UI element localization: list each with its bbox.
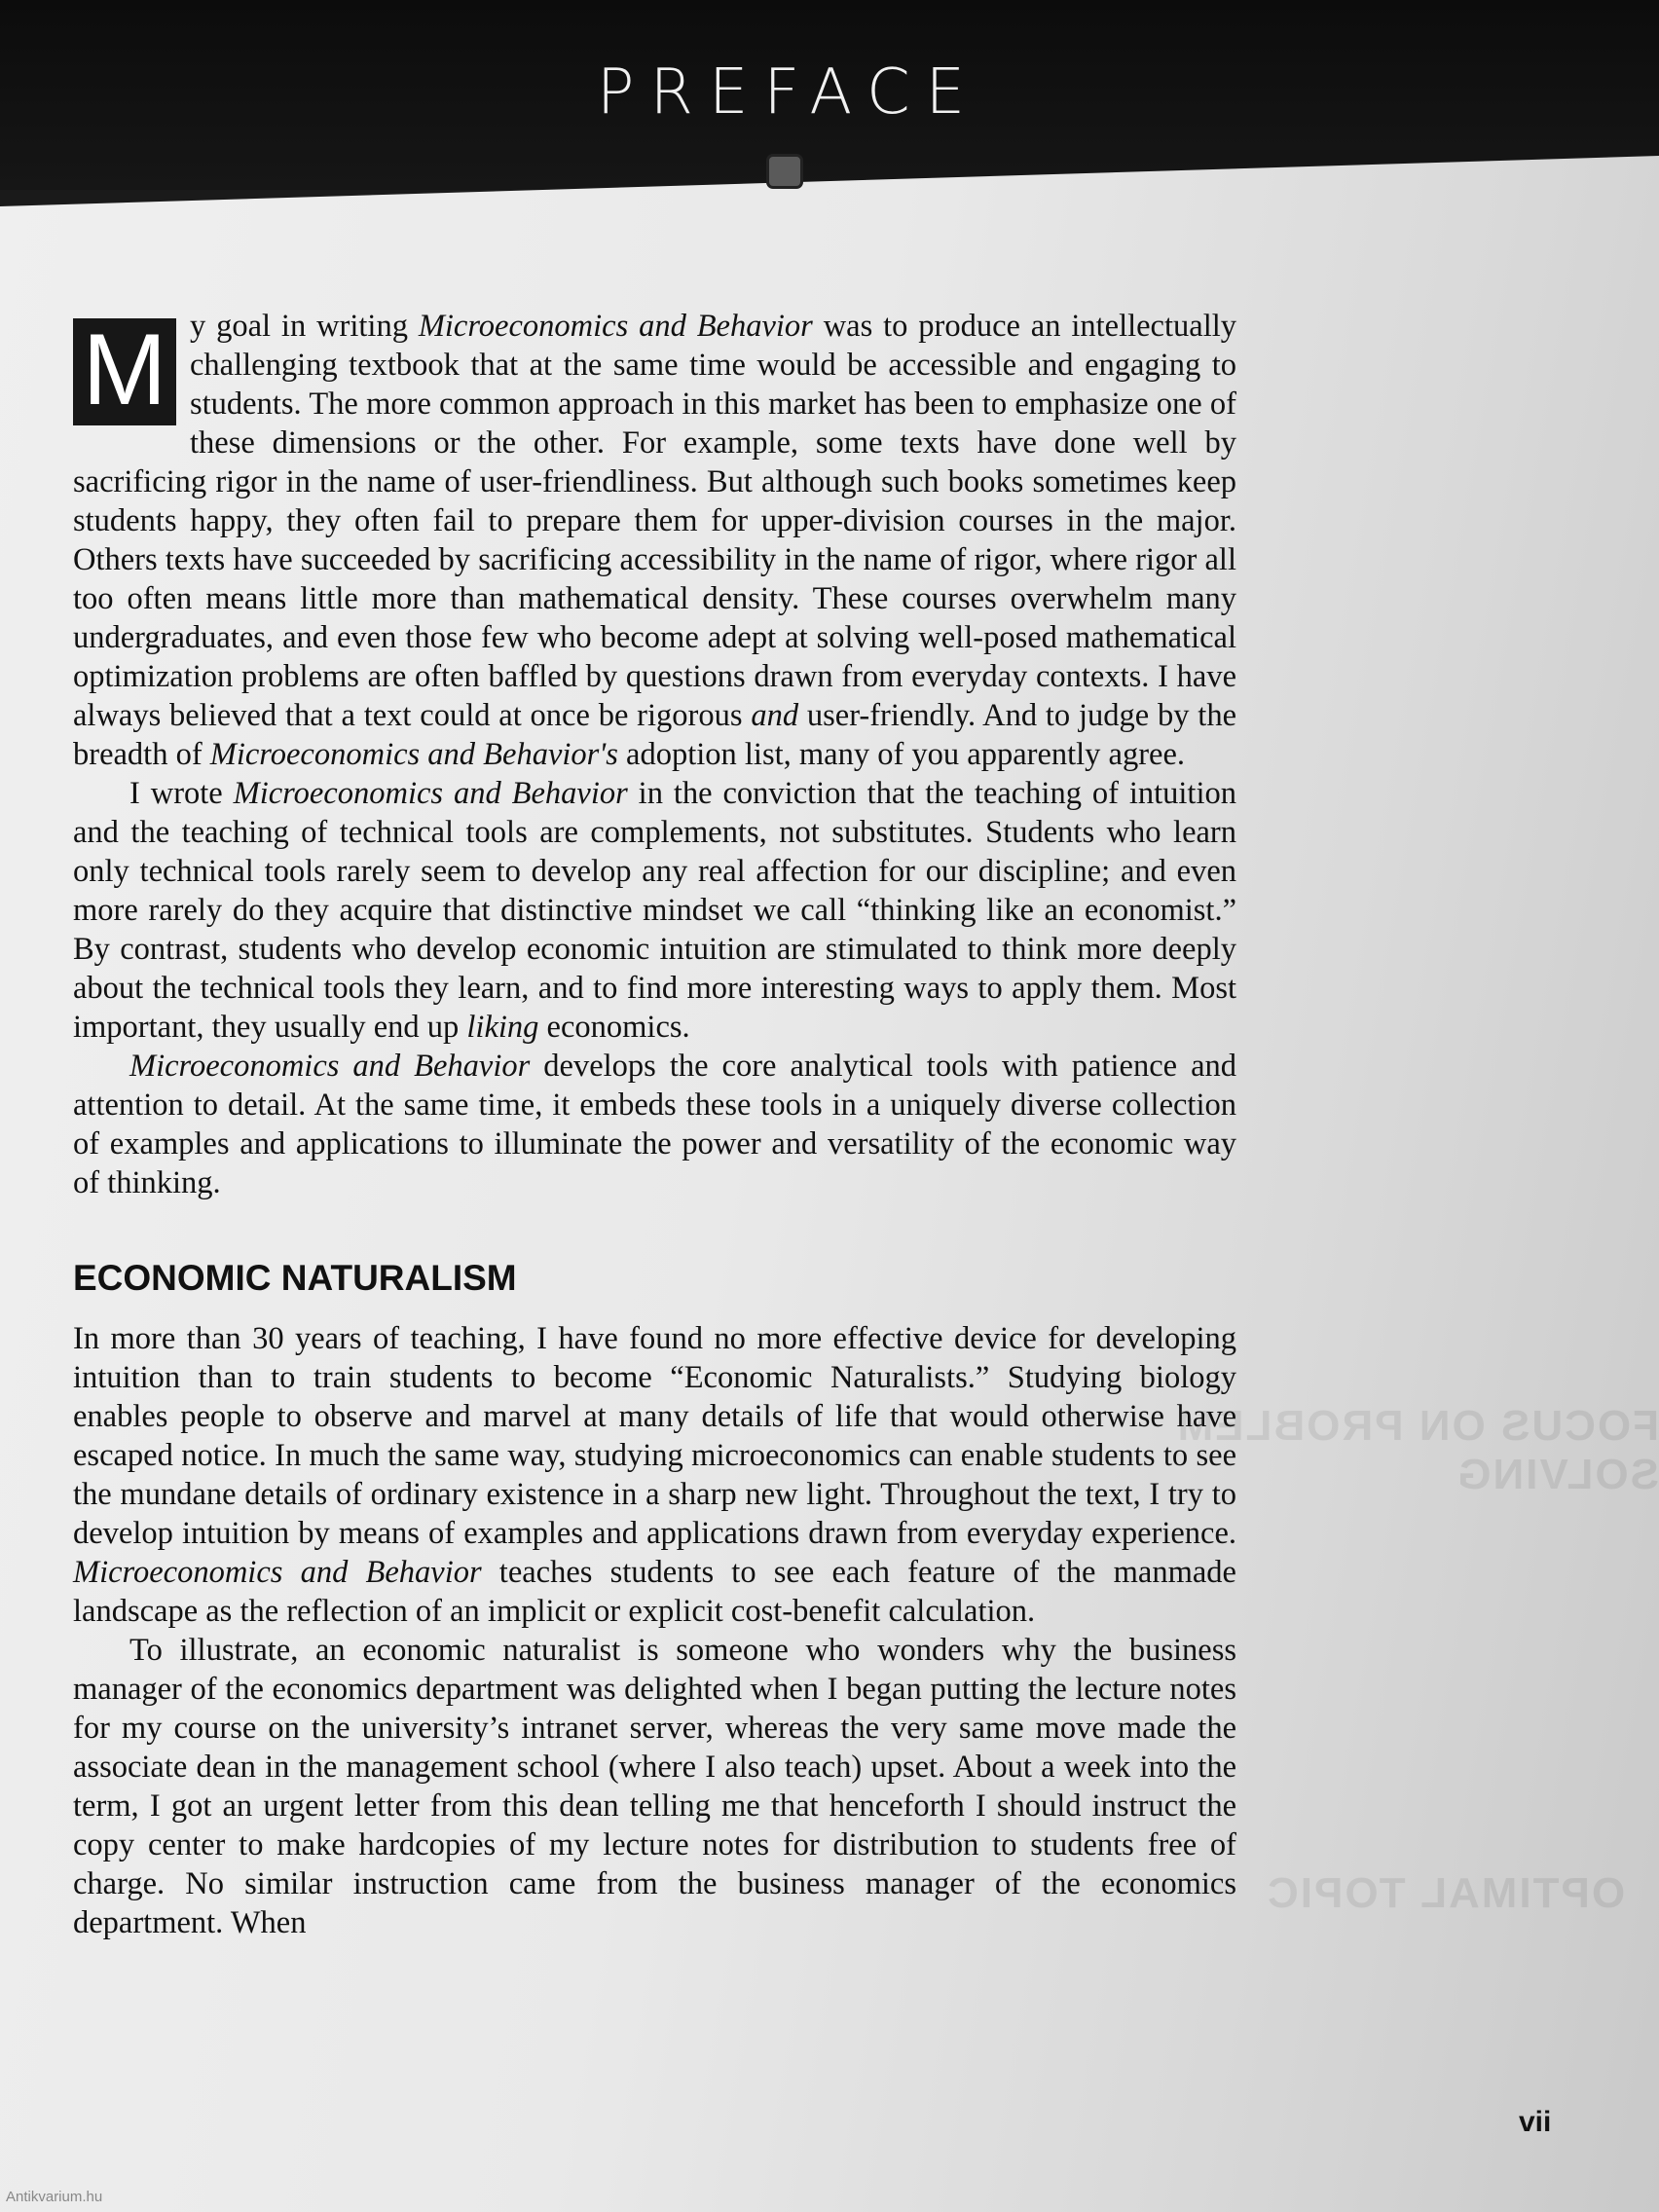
section-heading: ECONOMIC NATURALISM	[73, 1258, 517, 1298]
page-title: PREFACE	[596, 56, 981, 129]
page-number: vii	[1519, 2106, 1552, 2138]
paragraph-1: M y goal in writing Microeconomics and Behavior was to produce an intellectually challenging textbook that at the same time would be accessible and engaging to students. The more common approach in this market has been to emphasize one of these dimensions or the other. For example, some texts have done well by sacrificing rigor in the name of user-friendliness. But although such books sometimes keep students happy, they often fail to prepare them for upper-division courses in the major. Others texts have succeeded by sacrificing accessibility in the name of rigor, where rigor all too often means little more than mathematical density. These courses overwhelm many undergraduates, and even those few who become adept at solving well-posed mathematical optimization problems are often baffled by questions drawn from everyday contexts. I have always believed that a text could at once be rigorous and user-friendly. And to judge by the breadth of Microeconomics and Behavior's adoption list, many of you apparently agree.	[73, 309, 1237, 772]
watermark: Antikvarium.hu	[6, 2189, 103, 2205]
paragraph-2: I wrote Microeconomics and Behavior in the conviction that the teaching of intuition and the teaching of technical tools are complements, not substitutes. Students who learn only technical tools rarely seem to develop any real affection for our discipline; and even more rarely do they acquire that distinctive mindset we call “thinking like an economist.” By contrast, students who develop economic intuition are stimulated to think more deeply about the technical tools they learn, and to find more interesting ways to apply them. Most important, they usually end up liking economics.	[73, 776, 1236, 1045]
paragraph-5: To illustrate, an economic naturalist is someone who wonders why the business manager of the economics department was delighted when I began putting the lecture notes for my course on the university’s intranet server, whereas the very same move made the associate dean in the management school (where I also teach) upset. About a week into the term, I got an urgent letter from this dean telling me that henceforth I should instruct the copy center to make hardcopies of my lecture notes for distribution to students free of charge. No similar instruction came from the business manager of the economics department. When	[73, 1633, 1236, 1940]
body-text	[73, 307, 1236, 1942]
drop-cap: M	[73, 318, 176, 425]
bleed-through-heading-1: FOCUS ON PROBLEM SOLVING	[1175, 1402, 1659, 1498]
bleed-through-heading-2: OPTIMAL TOPIC	[1266, 1869, 1626, 1917]
header-band	[0, 0, 1659, 190]
paragraph-3: Microeconomics and Behavior develops the core analytical tools with patience and attention to detail. At the same time, it embeds these tools in a uniquely diverse collection of examples and applications to illuminate the power and versatility of the economic way of thinking.	[73, 1049, 1236, 1200]
binding-tab	[766, 154, 803, 189]
paragraph-4: In more than 30 years of teaching, I have found no more effective device for developing intuition than to train students to become “Economic Naturalists.” Studying biology enables people to observe and marvel at many details of life that would otherwise have escaped notice. In much the same way, studying microeconomics can enable students to see the mundane details of ordinary existence in a sharp new light. Throughout the text, I try to develop intuition by means of examples and applications drawn from everyday experience. Microeconomics and Behavior teaches students to see each feature of the manmade landscape as the reflection of an implicit or explicit cost-benefit calculation.	[73, 1321, 1236, 1629]
